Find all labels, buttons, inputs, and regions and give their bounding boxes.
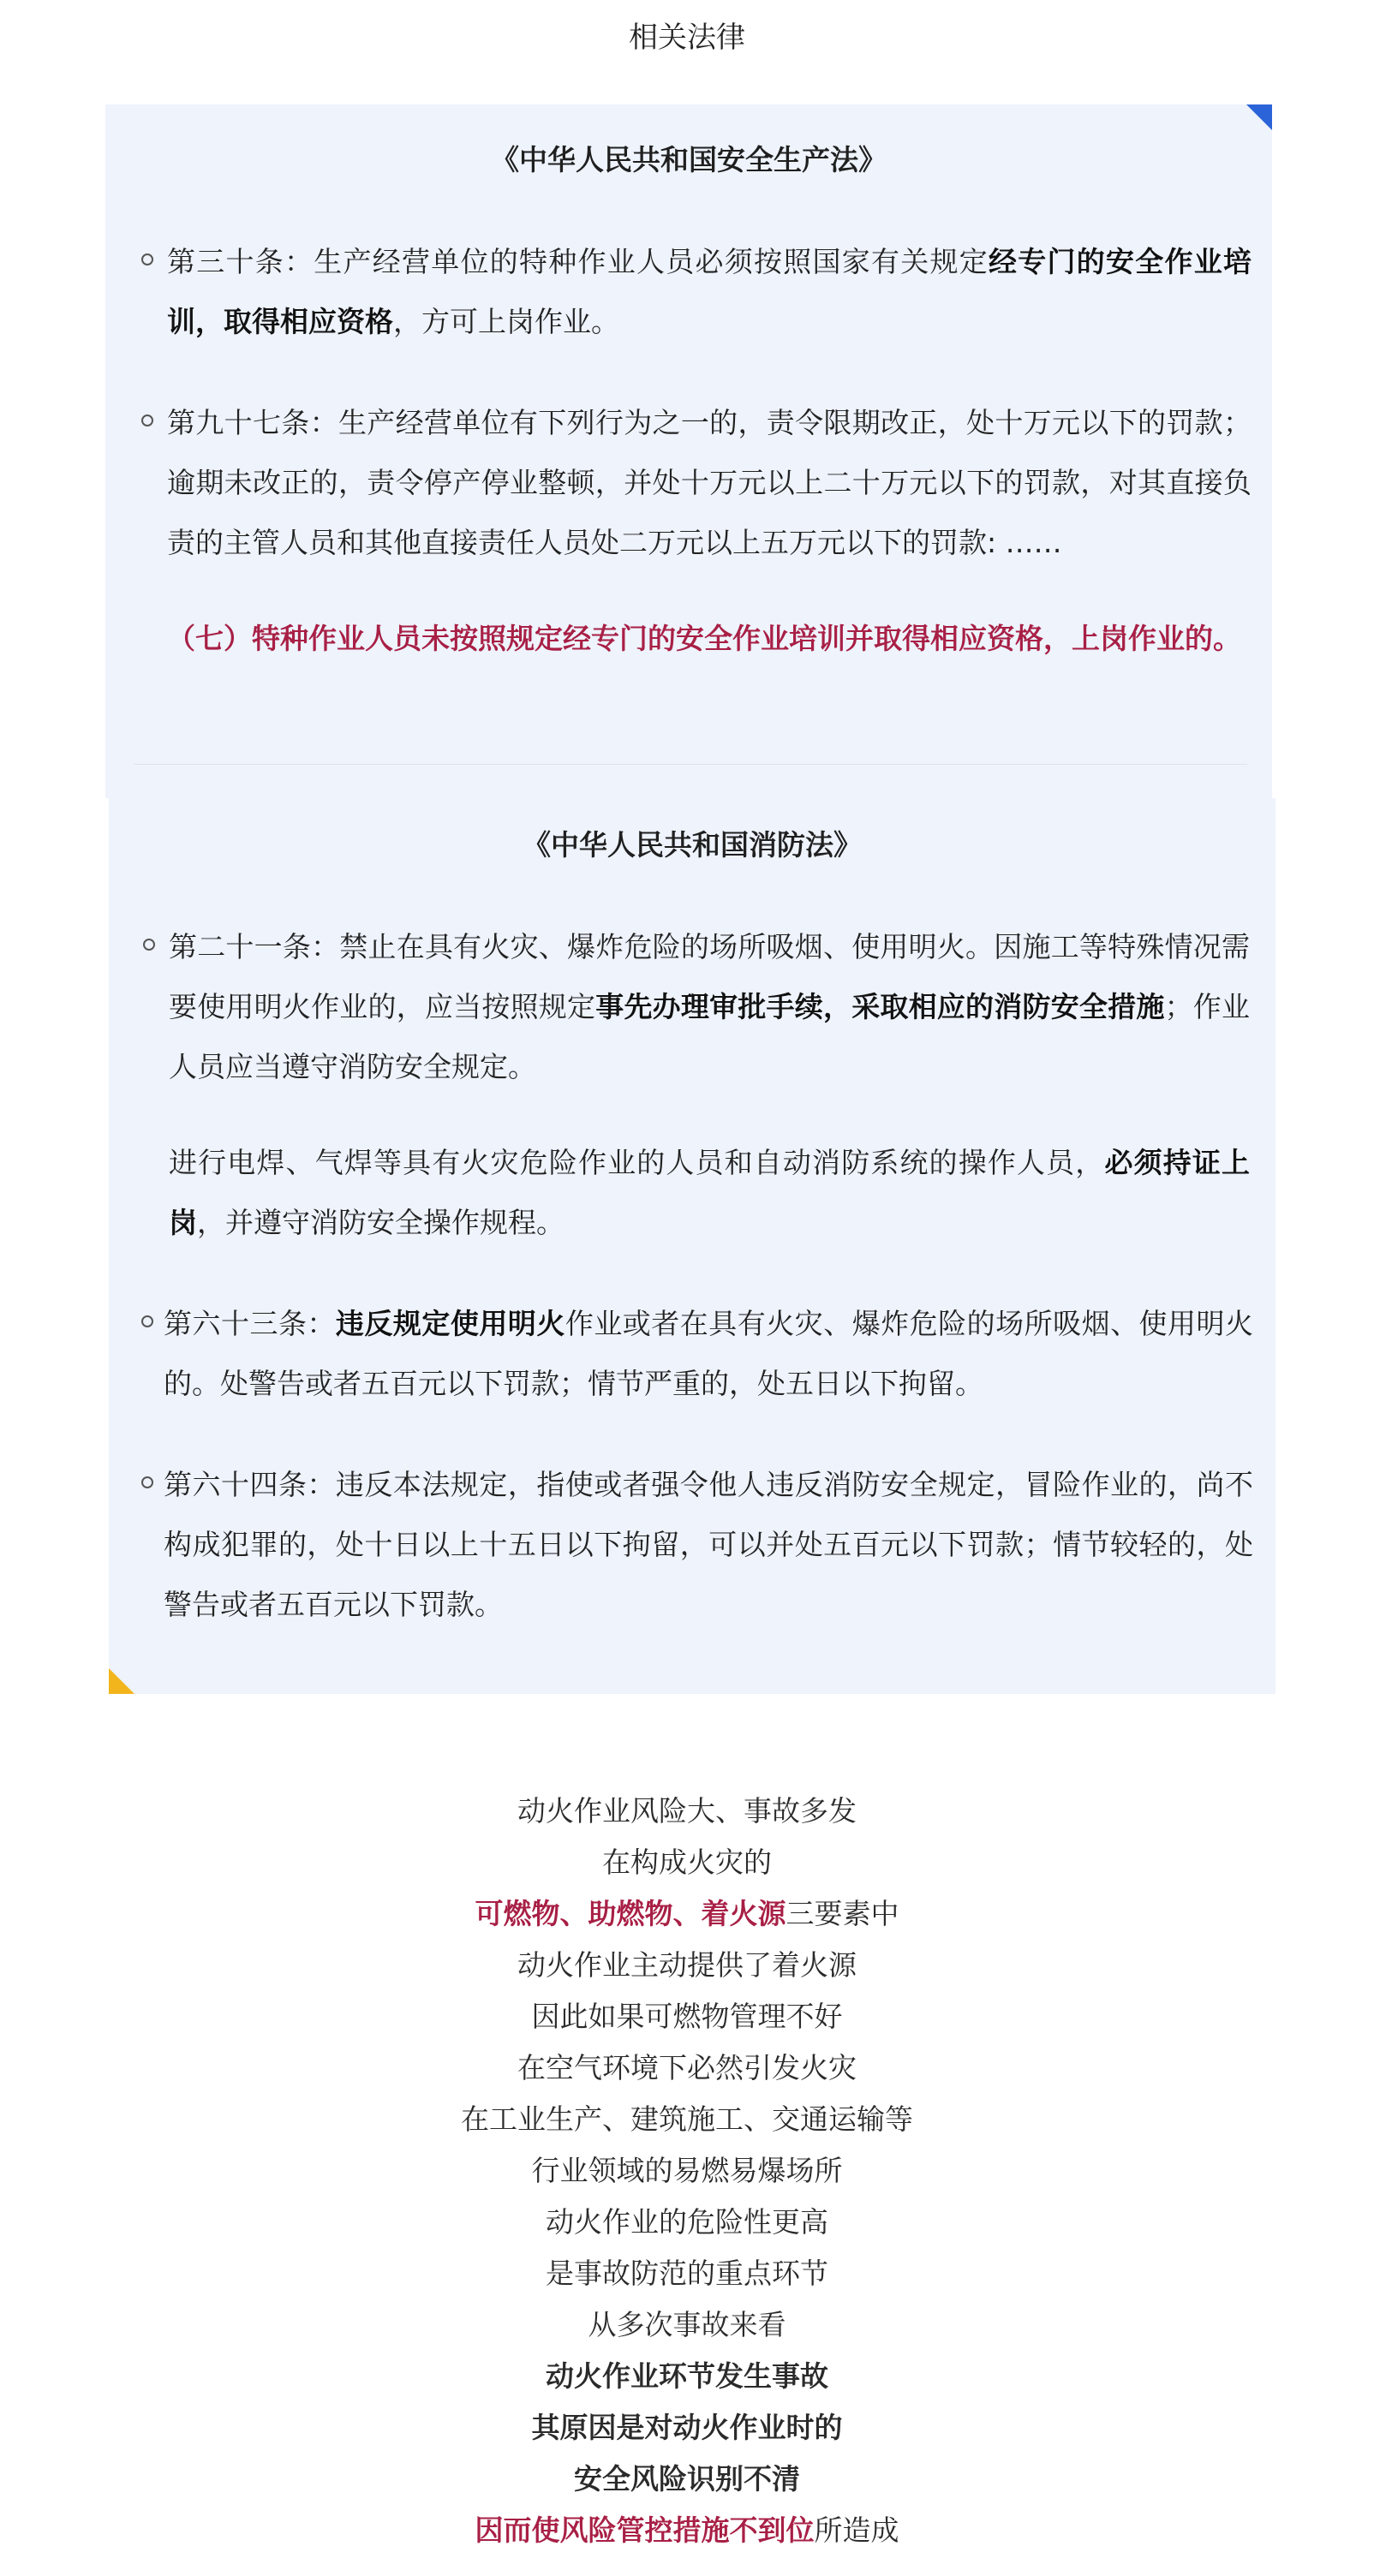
summary-line-11: 从多次事故来看 — [588, 2308, 786, 2341]
article-21-text: 第二十一条：禁止在具有火灾、爆炸危险的场所吸烟、使用明火。因施工等特殊情况需要使用明火作业的，应当按照规定 — [169, 930, 1250, 1023]
page-title: 相关法律 — [629, 21, 745, 55]
summary-line-3 — [0, 1888, 1374, 1940]
corner-decoration-yellow — [109, 1668, 134, 1694]
summary-line-4: 动火作业主动提供了着火源 — [517, 1948, 857, 1982]
summary-line-13: 其原因是对动火作业时的 — [531, 2411, 843, 2444]
summary-line-12: 动火作业环节发生事故 — [546, 2359, 828, 2393]
section-divider — [134, 764, 1247, 765]
summary-line-10: 是事故防范的重点环节 — [546, 2257, 828, 2290]
summary-line-15-tail: 所造成 — [814, 2513, 899, 2547]
bullet-icon — [141, 1476, 153, 1488]
article-21-tail: ；作业人员应当遵守消防安全规定。 — [169, 990, 1251, 1083]
bullet-icon — [141, 253, 153, 265]
article-30-emphasis: 经专门的安全作业培训，取得相应资格 — [167, 245, 1252, 338]
summary-line-3-tail: 三要素中 — [786, 1897, 899, 1930]
article-97: 第九十七条：生产经营单位有下列行为之一的，责令限期改正，处十万元以下的罚款；逾期未改正的，责令停产停业整顿，并处十万元以上二十万元以下的罚款，对其直接负责的主管人员和其他直接责任人员处二万元以上五万元以下的罚款: …… — [167, 406, 1252, 559]
bullet-icon — [141, 1315, 153, 1327]
law-card-fire-protection — [109, 798, 1275, 1694]
article-63-text: 作业或者在具有火灾、爆炸危险的场所吸烟、使用明火的。处警告或者五百元以下罚款；情节严重的，处五日以下拘留。 — [164, 1307, 1254, 1400]
article-63-emphasis: 违反规定使用明火 — [335, 1307, 565, 1340]
summary-line-5: 因此如果可燃物管理不好 — [531, 2000, 843, 2033]
article-64: 第六十四条：违反本法规定，指使或者强令他人违反消防安全规定，冒险作业的，尚不构成犯罪的，处十日以上十五日以下拘留，可以并处五百元以下罚款；情节较轻的，处警告或者五百元以下罚款。 — [164, 1468, 1253, 1621]
article-21 — [169, 917, 1250, 1097]
summary-line-1: 动火作业风险大、事故多发 — [517, 1794, 857, 1828]
summary-line-8: 行业领域的易燃易爆场所 — [531, 2154, 843, 2187]
summary-line-6: 在空气环境下必然引发火灾 — [517, 2051, 857, 2084]
article-63 — [164, 1294, 1253, 1414]
corner-decoration-blue — [1246, 104, 1272, 130]
article-97-item-7: （七）特种作业人员未按照规定经专门的安全作业培训并取得相应资格，上岗作业的。 — [167, 622, 1241, 655]
summary-line-7: 在工业生产、建筑施工、交通运输等 — [461, 2102, 913, 2136]
fire-elements-highlight: 可燃物、助燃物、着火源 — [475, 1897, 786, 1930]
summary-line-2: 在构成火灾的 — [602, 1846, 772, 1879]
summary-line-14: 安全风险识别不清 — [574, 2462, 800, 2496]
article-21-p2-text: 进行电焊、气焊等具有火灾危险作业的人员和自动消防系统的操作人员， — [169, 1146, 1105, 1179]
summary-line-9: 动火作业的危险性更高 — [546, 2205, 828, 2239]
bullet-icon — [141, 414, 153, 426]
article-21-p2-emphasis: 必须持证上岗 — [169, 1146, 1251, 1239]
bullet-icon — [143, 939, 155, 951]
article-21-p2-tail: ，并遵守消防安全操作规程。 — [197, 1206, 565, 1239]
article-30 — [167, 232, 1252, 352]
risk-control-highlight: 因而使风险管控措施不到位 — [475, 2513, 815, 2547]
article-30-tail: ，方可上岗作业。 — [393, 305, 619, 338]
article-21-paragraph-2 — [169, 1133, 1250, 1253]
summary-line-15 — [0, 2505, 1374, 2556]
article-21-emphasis: 事先办理审批手续，采取相应的消防安全措施 — [595, 990, 1165, 1023]
law-title-work-safety: 《中华人民共和国安全生产法》 — [491, 143, 887, 176]
article-30-text: 第三十条：生产经营单位的特种作业人员必须按照国家有关规定 — [167, 245, 989, 278]
law-card-work-safety — [105, 104, 1272, 798]
article-63-label: 第六十三条： — [164, 1307, 336, 1340]
law-title-fire-protection: 《中华人民共和国消防法》 — [523, 828, 862, 862]
